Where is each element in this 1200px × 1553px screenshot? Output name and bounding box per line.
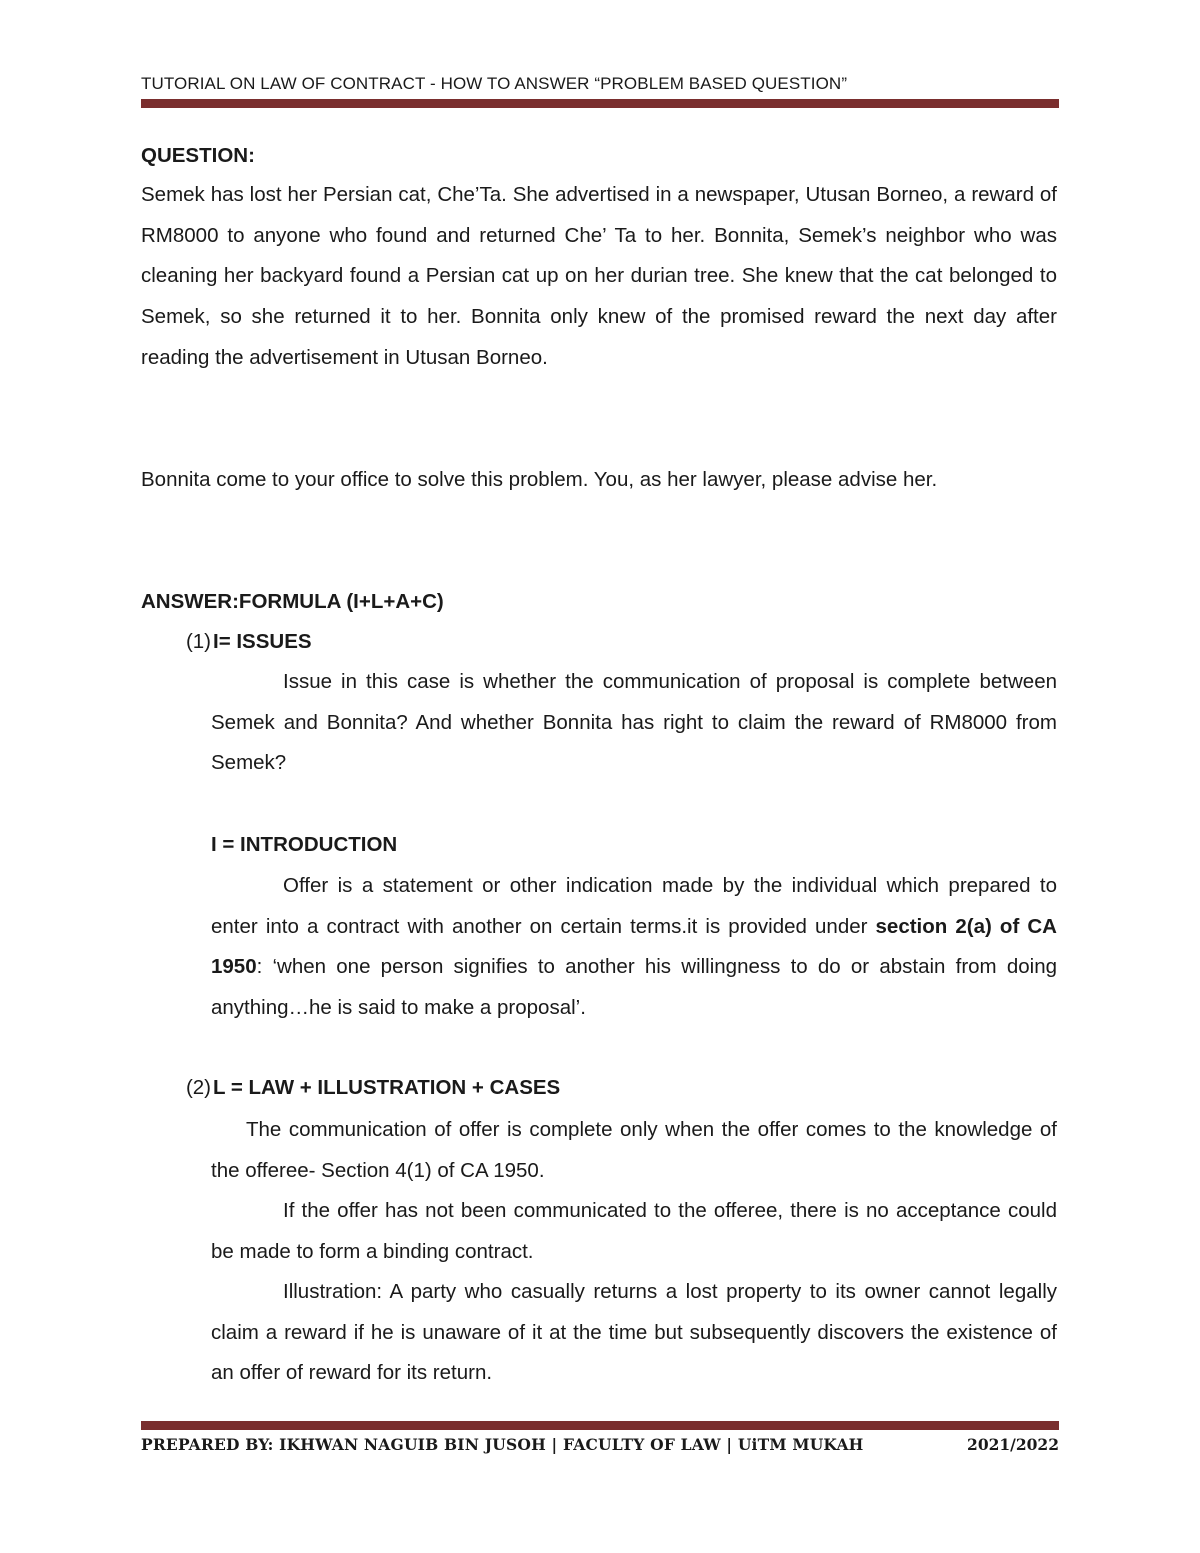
footer-year: 2021/2022 [967, 1435, 1059, 1454]
introduction-text-before: Offer is a statement or other indication made by the individual which prepared to enter into a contract with another on certain terms.it is provided under [211, 874, 1057, 938]
question-heading: QUESTION: [141, 144, 255, 167]
question-paragraph: Semek has lost her Persian cat, Che’Ta. She advertised in a newspaper, Utusan Borneo, a reward of RM8000 to anyone who found and returned Che’ Ta to her. Bonnita, Semek’s neighbor who was cleaning her backyard found a Persian cat up on her durian tree. She knew that the cat belonged to Semek, so she returned it to her. Bonnita only knew of the promised reward the next day after reading the advertisement in Utusan Borneo. [141, 183, 1057, 369]
law-paragraph-communication: The communication of offer is complete only when the offer comes to the knowledge of the offeree- Section 4(1) of CA 1950. [211, 1118, 1057, 1182]
introduction-paragraph [211, 866, 1057, 1029]
issues-paragraph: Issue in this case is whether the communication of proposal is complete between Semek and Bonnita? And whether Bonnita has right to claim the reward of RM8000 from Semek? [211, 670, 1057, 775]
issues-heading [141, 622, 312, 663]
introduction-text-after: : ‘when one person signifies to another his willingness to do or abstain from doing anything…he is said to make a proposal’. [211, 955, 1057, 1020]
law-heading [141, 1068, 560, 1109]
law-number: (2) [185, 1076, 211, 1099]
issues-label: I= ISSUES [213, 630, 312, 653]
answer-heading: ANSWER:FORMULA (I+L+A+C) [141, 590, 444, 613]
issues-number: (1) [185, 630, 211, 653]
header-title: TUTORIAL ON LAW OF CONTRACT - HOW TO ANSWER “PROBLEM BASED QUESTION” [141, 74, 848, 93]
law-label: L = LAW + ILLUSTRATION + CASES [213, 1076, 561, 1099]
law-paragraph-illustration: Illustration: A party who casually returns a lost property to its owner cannot legally claim a reward if he is unaware of it at the time but subsequently discovers the existence of an offer of reward for its return. [211, 1280, 1057, 1385]
footer-prepared-by: PREPARED BY: IKHWAN NAGUIB BIN JUSOH | FACULTY OF LAW | UiTM MUKAH [141, 1435, 864, 1454]
question-instruction: Bonnita come to your office to solve this problem. You, as her lawyer, please advise her. [141, 468, 938, 491]
header-rule [141, 99, 1059, 108]
introduction-heading: I = INTRODUCTION [211, 833, 398, 856]
footer-rule [141, 1421, 1059, 1430]
introduction-section-ref: section 2(a) of CA 1950 [211, 914, 1057, 979]
law-paragraph-acceptance: If the offer has not been communicated to the offeree, there is no acceptance could be made to form a binding contract. [211, 1199, 1057, 1263]
